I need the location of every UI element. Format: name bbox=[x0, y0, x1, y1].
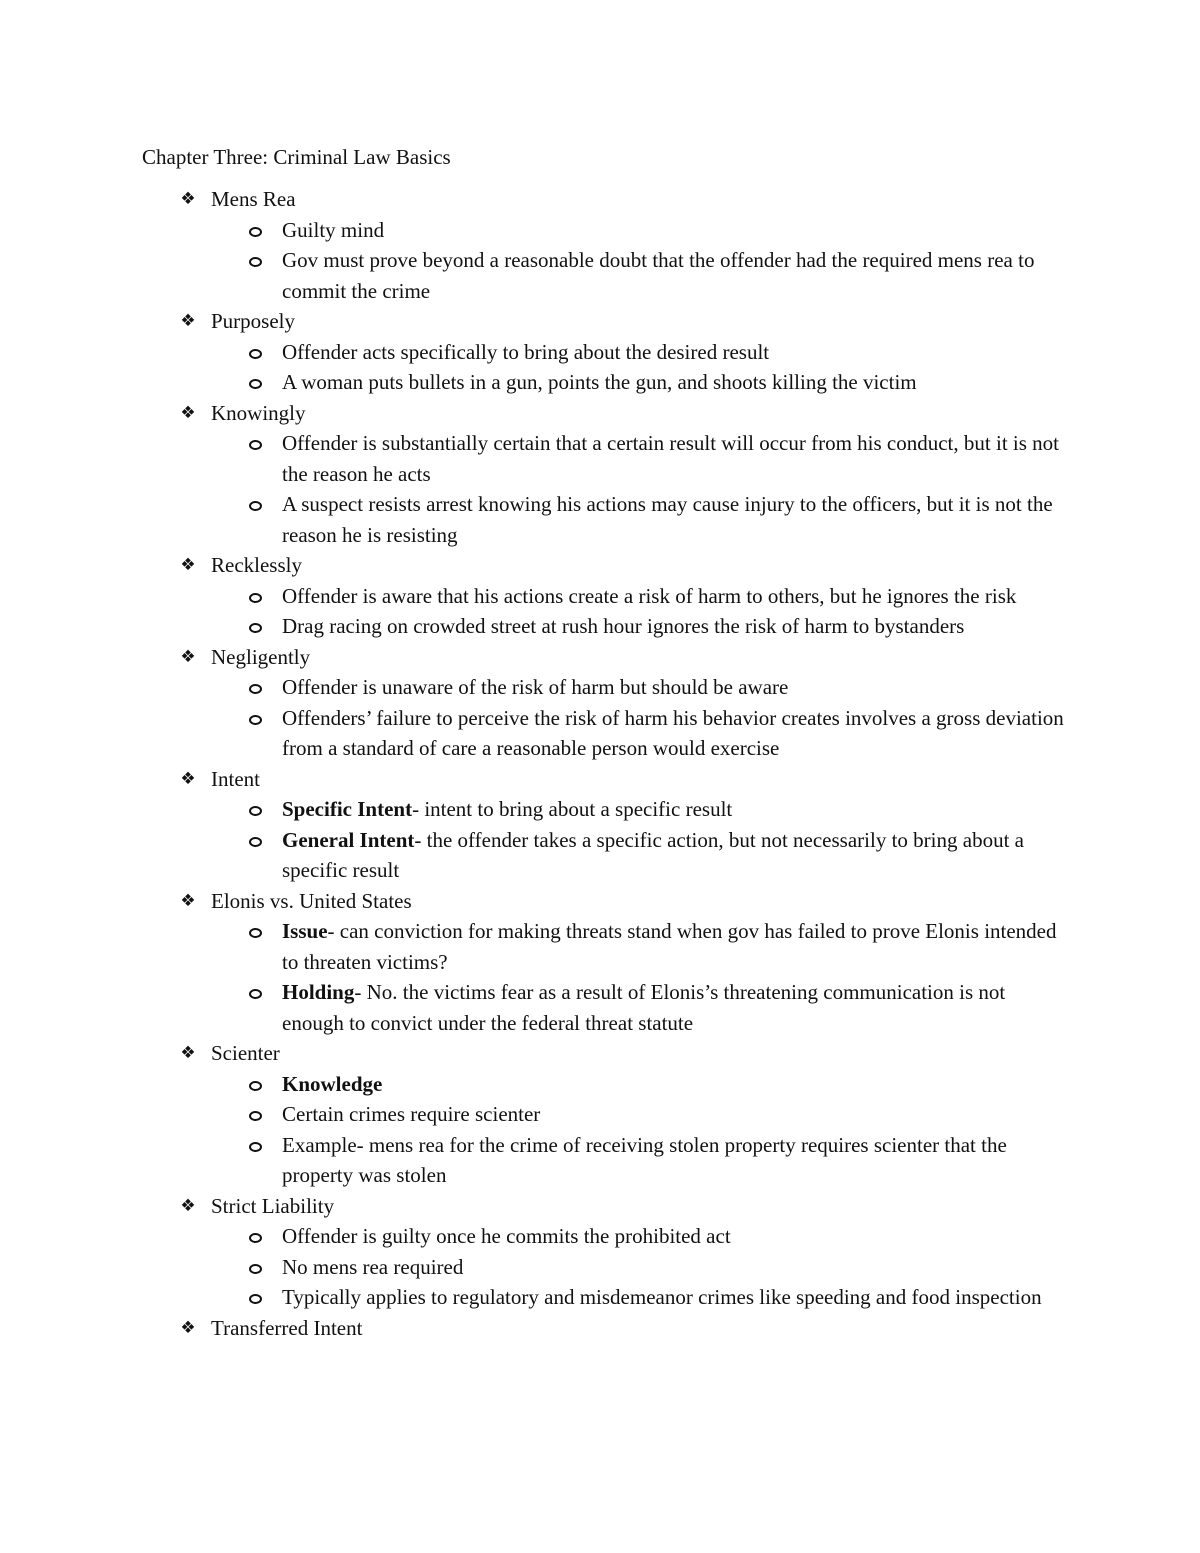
diamond-bullet-icon: ❖ bbox=[180, 890, 196, 911]
page-title: Chapter Three: Criminal Law Basics bbox=[142, 145, 451, 169]
sub-item-text bbox=[282, 1072, 382, 1096]
sub-item bbox=[0, 672, 1200, 703]
topic-label: Intent bbox=[211, 766, 260, 791]
circle-bullet-icon bbox=[249, 349, 262, 359]
sub-item-text bbox=[282, 370, 917, 394]
circle-bullet-icon bbox=[249, 257, 262, 267]
sub-item-body: - intent to bring about a specific result bbox=[412, 797, 733, 821]
topic-row bbox=[0, 306, 1200, 337]
topic-label: Knowingly bbox=[211, 400, 306, 425]
sub-item-text bbox=[282, 431, 1059, 486]
topic-label: Elonis vs. United States bbox=[211, 888, 412, 913]
topic-item bbox=[0, 306, 1200, 398]
circle-bullet-icon bbox=[249, 715, 262, 725]
sub-item bbox=[0, 337, 1200, 368]
sub-item bbox=[0, 977, 1200, 1038]
bold-term: Holding bbox=[282, 980, 355, 1004]
circle-bullet-icon bbox=[249, 1111, 262, 1121]
topic-label: Strict Liability bbox=[211, 1193, 335, 1218]
sub-list bbox=[0, 672, 1200, 764]
topic-item bbox=[0, 1191, 1200, 1313]
sub-item bbox=[0, 1130, 1200, 1191]
bold-term: Specific Intent bbox=[282, 797, 413, 821]
circle-bullet-icon bbox=[249, 684, 262, 694]
sub-item bbox=[0, 825, 1200, 886]
topic-label: Transferred Intent bbox=[211, 1315, 363, 1340]
sub-item-text bbox=[282, 340, 769, 364]
topic-item bbox=[0, 1038, 1200, 1191]
sub-item-text bbox=[282, 1285, 1042, 1309]
sub-item-text bbox=[282, 1224, 731, 1248]
sub-item-text bbox=[282, 980, 1005, 1035]
sub-list bbox=[0, 916, 1200, 1038]
diamond-bullet-icon: ❖ bbox=[180, 646, 196, 667]
circle-bullet-icon bbox=[249, 593, 262, 603]
sub-item-text bbox=[282, 584, 1016, 608]
sub-item-body: Offender is unaware of the risk of harm but should be aware bbox=[282, 675, 789, 699]
topic-row bbox=[0, 184, 1200, 215]
topic-item bbox=[0, 398, 1200, 551]
topic-row bbox=[0, 1038, 1200, 1069]
topic-row bbox=[0, 398, 1200, 429]
circle-bullet-icon bbox=[249, 440, 262, 450]
diamond-bullet-icon: ❖ bbox=[180, 1043, 196, 1063]
topic-row bbox=[0, 550, 1200, 581]
sub-item-body: Drag racing on crowded street at rush hour ignores the risk of harm to bystanders bbox=[282, 614, 965, 638]
topic-item bbox=[0, 764, 1200, 886]
sub-item bbox=[0, 367, 1200, 398]
bold-term: General Intent bbox=[282, 827, 415, 852]
sub-item bbox=[0, 1099, 1200, 1130]
circle-bullet-icon bbox=[249, 623, 262, 633]
circle-bullet-icon bbox=[249, 837, 262, 847]
diamond-bullet-icon: ❖ bbox=[180, 768, 196, 789]
sub-item-text bbox=[282, 675, 788, 699]
sub-item bbox=[0, 489, 1200, 550]
sub-item bbox=[0, 1282, 1200, 1313]
sub-item-text bbox=[282, 1133, 1007, 1188]
circle-bullet-icon bbox=[249, 1264, 262, 1274]
outline-list bbox=[0, 184, 1200, 1343]
sub-item bbox=[0, 916, 1200, 977]
sub-list bbox=[0, 581, 1200, 642]
sub-item-body: - No. the victims fear as a result of Elonis’s threatening communication is not enough to convict under the federal threat statute bbox=[282, 980, 1006, 1035]
sub-list bbox=[0, 215, 1200, 307]
sub-item bbox=[0, 703, 1200, 764]
diamond-bullet-icon: ❖ bbox=[180, 1195, 196, 1216]
sub-item-body: Offenders’ failure to perceive the risk of harm his behavior creates involves a gross deviation from a standard of care a reasonable person would exercise bbox=[282, 705, 1064, 760]
circle-bullet-icon bbox=[249, 1233, 262, 1243]
sub-item bbox=[0, 215, 1200, 246]
topic-label: Purposely bbox=[211, 309, 295, 333]
sub-item bbox=[0, 1221, 1200, 1252]
sub-item bbox=[0, 428, 1200, 489]
sub-item bbox=[0, 1252, 1200, 1283]
circle-bullet-icon bbox=[249, 379, 262, 389]
sub-item bbox=[0, 794, 1200, 825]
topic-row bbox=[0, 642, 1200, 673]
topic-item bbox=[0, 642, 1200, 764]
sub-item-body: Offender is guilty once he commits the prohibited act bbox=[282, 1224, 731, 1248]
topic-row bbox=[0, 764, 1200, 795]
sub-item-body: Offender acts specifically to bring about the desired result bbox=[282, 339, 770, 364]
circle-bullet-icon bbox=[249, 806, 262, 816]
sub-item-text bbox=[282, 1255, 463, 1279]
circle-bullet-icon bbox=[249, 989, 262, 999]
circle-bullet-icon bbox=[249, 501, 262, 511]
topic-label: Scienter bbox=[211, 1041, 280, 1065]
sub-item bbox=[0, 581, 1200, 612]
diamond-bullet-icon: ❖ bbox=[180, 189, 196, 209]
diamond-bullet-icon: ❖ bbox=[180, 1317, 196, 1338]
sub-item-text bbox=[282, 1102, 540, 1126]
sub-item-text bbox=[282, 218, 384, 242]
topic-item bbox=[0, 184, 1200, 306]
sub-item-text bbox=[282, 706, 1064, 761]
sub-item bbox=[0, 611, 1200, 642]
diamond-bullet-icon: ❖ bbox=[180, 555, 196, 575]
sub-item-body: A woman puts bullets in a gun, points the gun, and shoots killing the victim bbox=[282, 370, 917, 394]
sub-item bbox=[0, 245, 1200, 306]
topic-row bbox=[0, 886, 1200, 917]
topic-item bbox=[0, 1313, 1200, 1344]
sub-list bbox=[0, 1221, 1200, 1313]
sub-item-body: Typically applies to regulatory and misdemeanor crimes like speeding and food inspection bbox=[282, 1285, 1042, 1309]
sub-list bbox=[0, 794, 1200, 886]
circle-bullet-icon bbox=[249, 1142, 262, 1152]
sub-item-body: A suspect resists arrest knowing his actions may cause injury to the officers, but it is not the reason he is resisting bbox=[282, 492, 1053, 547]
sub-item-text bbox=[282, 828, 1024, 883]
sub-item-body: Certain crimes require scienter bbox=[282, 1102, 541, 1126]
sub-item-body: - can conviction for making threats stand when gov has failed to prove Elonis intended to threaten victims? bbox=[282, 919, 1057, 974]
sub-list bbox=[0, 1069, 1200, 1191]
bold-term: Issue bbox=[282, 919, 328, 943]
sub-item-body: - the offender takes a specific action, but not necessarily to bring about a specific result bbox=[282, 827, 1024, 882]
sub-item-text bbox=[282, 614, 964, 638]
circle-bullet-icon bbox=[249, 227, 262, 237]
circle-bullet-icon bbox=[249, 1294, 262, 1304]
circle-bullet-icon bbox=[249, 928, 262, 938]
sub-list bbox=[0, 337, 1200, 398]
sub-item-body: Example- mens rea for the crime of receiving stolen property requires scienter that the property was stolen bbox=[282, 1132, 1007, 1187]
circle-bullet-icon bbox=[249, 1081, 262, 1091]
sub-item bbox=[0, 1069, 1200, 1100]
sub-item-body: Gov must prove beyond a reasonable doubt that the offender had the required mens rea to commit the crime bbox=[282, 248, 1035, 303]
bold-term: Knowledge bbox=[282, 1071, 383, 1096]
sub-item-text bbox=[282, 248, 1034, 303]
topic-label: Negligently bbox=[211, 644, 311, 669]
topic-row bbox=[0, 1191, 1200, 1222]
sub-list bbox=[0, 428, 1200, 550]
diamond-bullet-icon: ❖ bbox=[180, 311, 196, 331]
sub-item-text bbox=[282, 919, 1057, 974]
sub-item-body: Guilty mind bbox=[282, 217, 385, 242]
topic-item bbox=[0, 550, 1200, 642]
topic-row bbox=[0, 1313, 1200, 1344]
sub-item-text bbox=[282, 492, 1053, 547]
sub-item-text bbox=[282, 797, 732, 821]
topic-label: Mens Rea bbox=[211, 187, 296, 211]
sub-item-body: Offender is aware that his actions create a risk of harm to others, but he ignores the risk bbox=[282, 583, 1017, 608]
diamond-bullet-icon: ❖ bbox=[180, 402, 196, 423]
topic-item bbox=[0, 886, 1200, 1039]
sub-item-body: Offender is substantially certain that a certain result will occur from his conduct, but it is not the reason he acts bbox=[282, 431, 1059, 486]
sub-item-body: No mens rea required bbox=[282, 1254, 464, 1279]
topic-label: Recklessly bbox=[211, 553, 302, 577]
